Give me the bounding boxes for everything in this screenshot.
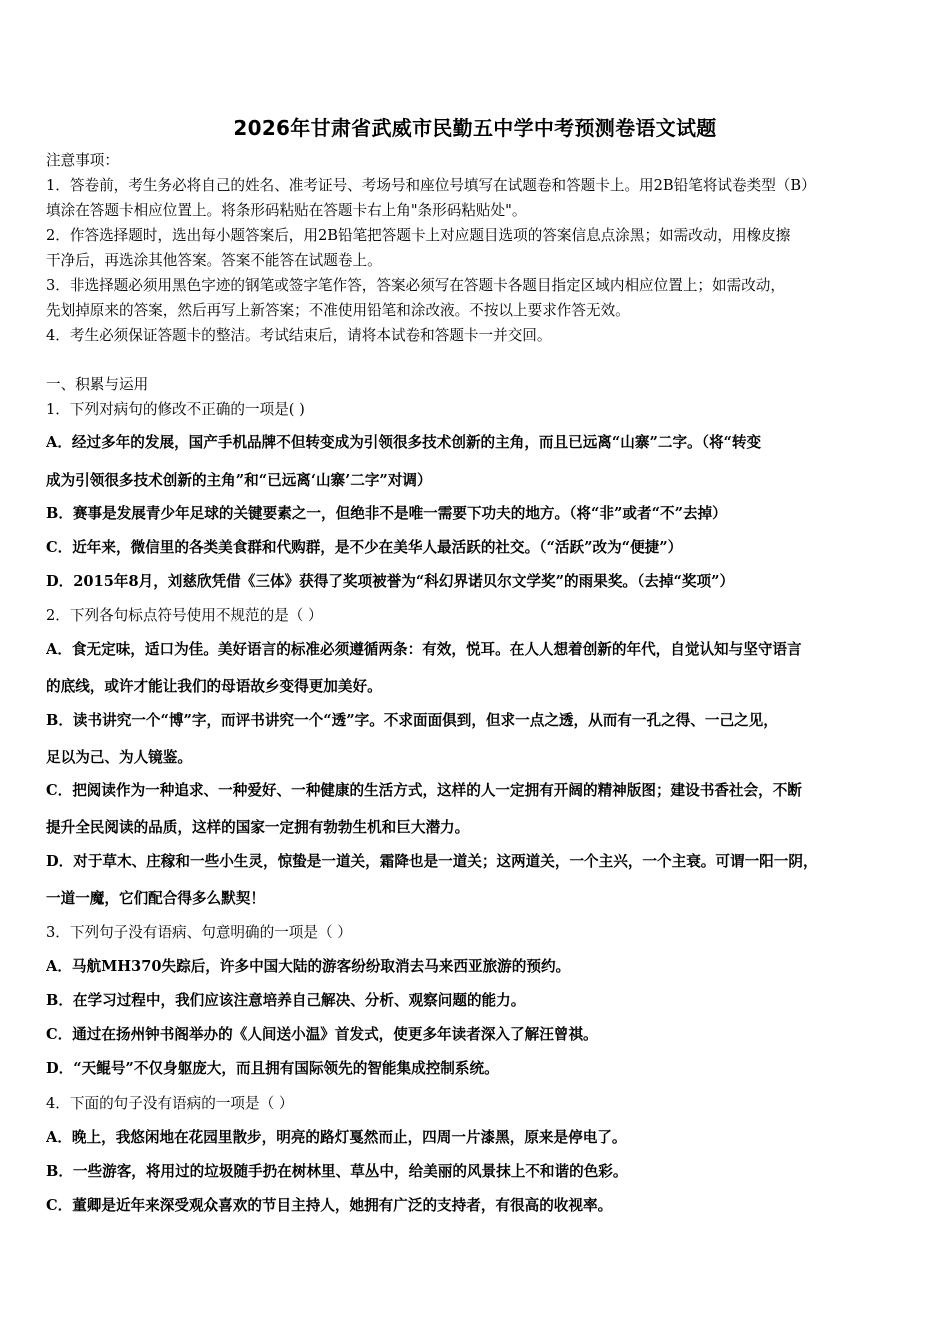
notice-line: 4．考生必须保证答题卡的整洁。考试结束后，请将本试卷和答题卡一并交回。 [46, 327, 552, 344]
question-2-option: C．把阅读作为一种追求、一种爱好、一种健康的生活方式，这样的人一定拥有开阔的精神版图；建设书香社会，不断 [46, 782, 802, 799]
question-2-option: B．读书讲究一个“博”字，而评书讲究一个“透”字。不求面面俱到，但求一点之透，从而有一孔之得、一己之见， [46, 712, 778, 729]
question-2-option: 足以为己、为人镜鉴。 [46, 749, 192, 766]
notice-heading: 注意事项： [46, 152, 119, 169]
notice-line: 3．非选择题必须用黑色字迹的钢笔或签字笔作答，答案必须写在答题卡各题目指定区域内相应位置上；如需改动， [46, 277, 785, 294]
question-1-option: B．赛事是发展青少年足球的关键要素之一，但绝非不是唯一需要下功夫的地方。（将“非”或者“不”去掉） [46, 505, 727, 522]
question-4-option: A．晚上，我悠闲地在花园里散步，明亮的路灯戛然而止，四周一片漆黑，原来是停电了。 [46, 1129, 627, 1146]
question-1-stem: 1．下列对病句的修改不正确的一项是( ) [46, 401, 305, 418]
question-2-stem: 2．下列各句标点符号使用不规范的是（ ） [46, 607, 323, 624]
question-4-option: C．董卿是近年来深受观众喜欢的节目主持人，她拥有广泛的支持者，有很高的收视率。 [46, 1197, 613, 1214]
notice-line: 先划掉原来的答案，然后再写上新答案；不准使用铅笔和涂改液。不按以上要求作答无效。 [46, 302, 630, 319]
page-title: 2026年甘肃省武威市民勤五中学中考预测卷语文试题 [233, 116, 717, 140]
question-3-option: A．马航MH370失踪后，许多中国大陆的游客纷纷取消去马来西亚旅游的预约。 [46, 958, 571, 975]
question-3-option: C．通过在扬州钟书阁举办的《人间送小温》首发式，使更多年读者深入了解汪曾祺。 [46, 1026, 598, 1043]
question-1-option: A．经过多年的发展，国产手机品牌不但转变成为引领很多技术创新的主角，而且已远离“山寨”二字。（将“转变 [46, 434, 762, 451]
question-3-option: D．“天鲲号”不仅身躯庞大，而且拥有国际领先的智能集成控制系统。 [46, 1060, 499, 1077]
section-title: 一、积累与运用 [46, 376, 149, 393]
question-1-option: 成为引领很多技术创新的主角”和“已远离‘山寨’二字”对调） [46, 472, 432, 489]
question-2-option: 提升全民阅读的品质，这样的国家一定拥有勃勃生机和巨大潜力。 [46, 819, 470, 836]
question-2-option: 的底线，或许才能让我们的母语故乡变得更加美好。 [46, 678, 382, 695]
question-2-option: A．食无定味，适口为佳。美好语言的标准必须遵循两条：有效，悦耳。在人人想着创新的年代，自觉认知与坚守语言 [46, 641, 802, 658]
notice-line: 干净后，再选涂其他答案。答案不能答在试题卷上。 [46, 252, 382, 269]
question-2-option: D．对于草木、庄稼和一些小生灵，惊蛰是一道关，霜降也是一道关；这两道关，一个主兴，一个主衰。可谓一阳一阴， [46, 853, 818, 870]
question-2-option: 一道一魔，它们配合得多么默契！ [46, 890, 265, 907]
question-4-option: B．一些游客，将用过的垃圾随手扔在树林里、草丛中，给美丽的风景抹上不和谐的色彩。 [46, 1163, 628, 1180]
question-3-option: B．在学习过程中，我们应该注意培养自己解决、分析、观察问题的能力。 [46, 992, 526, 1009]
question-1-option: D．2015年8月，刘慈欣凭借《三体》获得了奖项被誉为“科幻界诺贝尔文学奖”的雨果奖。（去掉“奖项”） [46, 573, 735, 590]
question-4-stem: 4．下面的句子没有语病的一项是（ ） [46, 1095, 294, 1112]
question-1-option: C．近年来，微信里的各类美食群和代购群，是不少在美华人最活跃的社交。（“活跃”改为“便捷”） [46, 539, 683, 556]
notice-line: 填涂在答题卡相应位置上。将条形码粘贴在答题卡右上角"条形码粘贴处"。 [46, 202, 527, 219]
question-3-stem: 3．下列句子没有语病、句意明确的一项是（ ） [46, 924, 352, 941]
notice-line: 2．作答选择题时，选出每小题答案后，用2B铅笔把答题卡上对应题目选项的答案信息点涂黑；如需改动，用橡皮擦 [46, 227, 791, 244]
notice-line: 1．答卷前，考生务必将自己的姓名、准考证号、考场号和座位号填写在试题卷和答题卡上。用2B铅笔将试卷类型（B） [46, 177, 816, 194]
